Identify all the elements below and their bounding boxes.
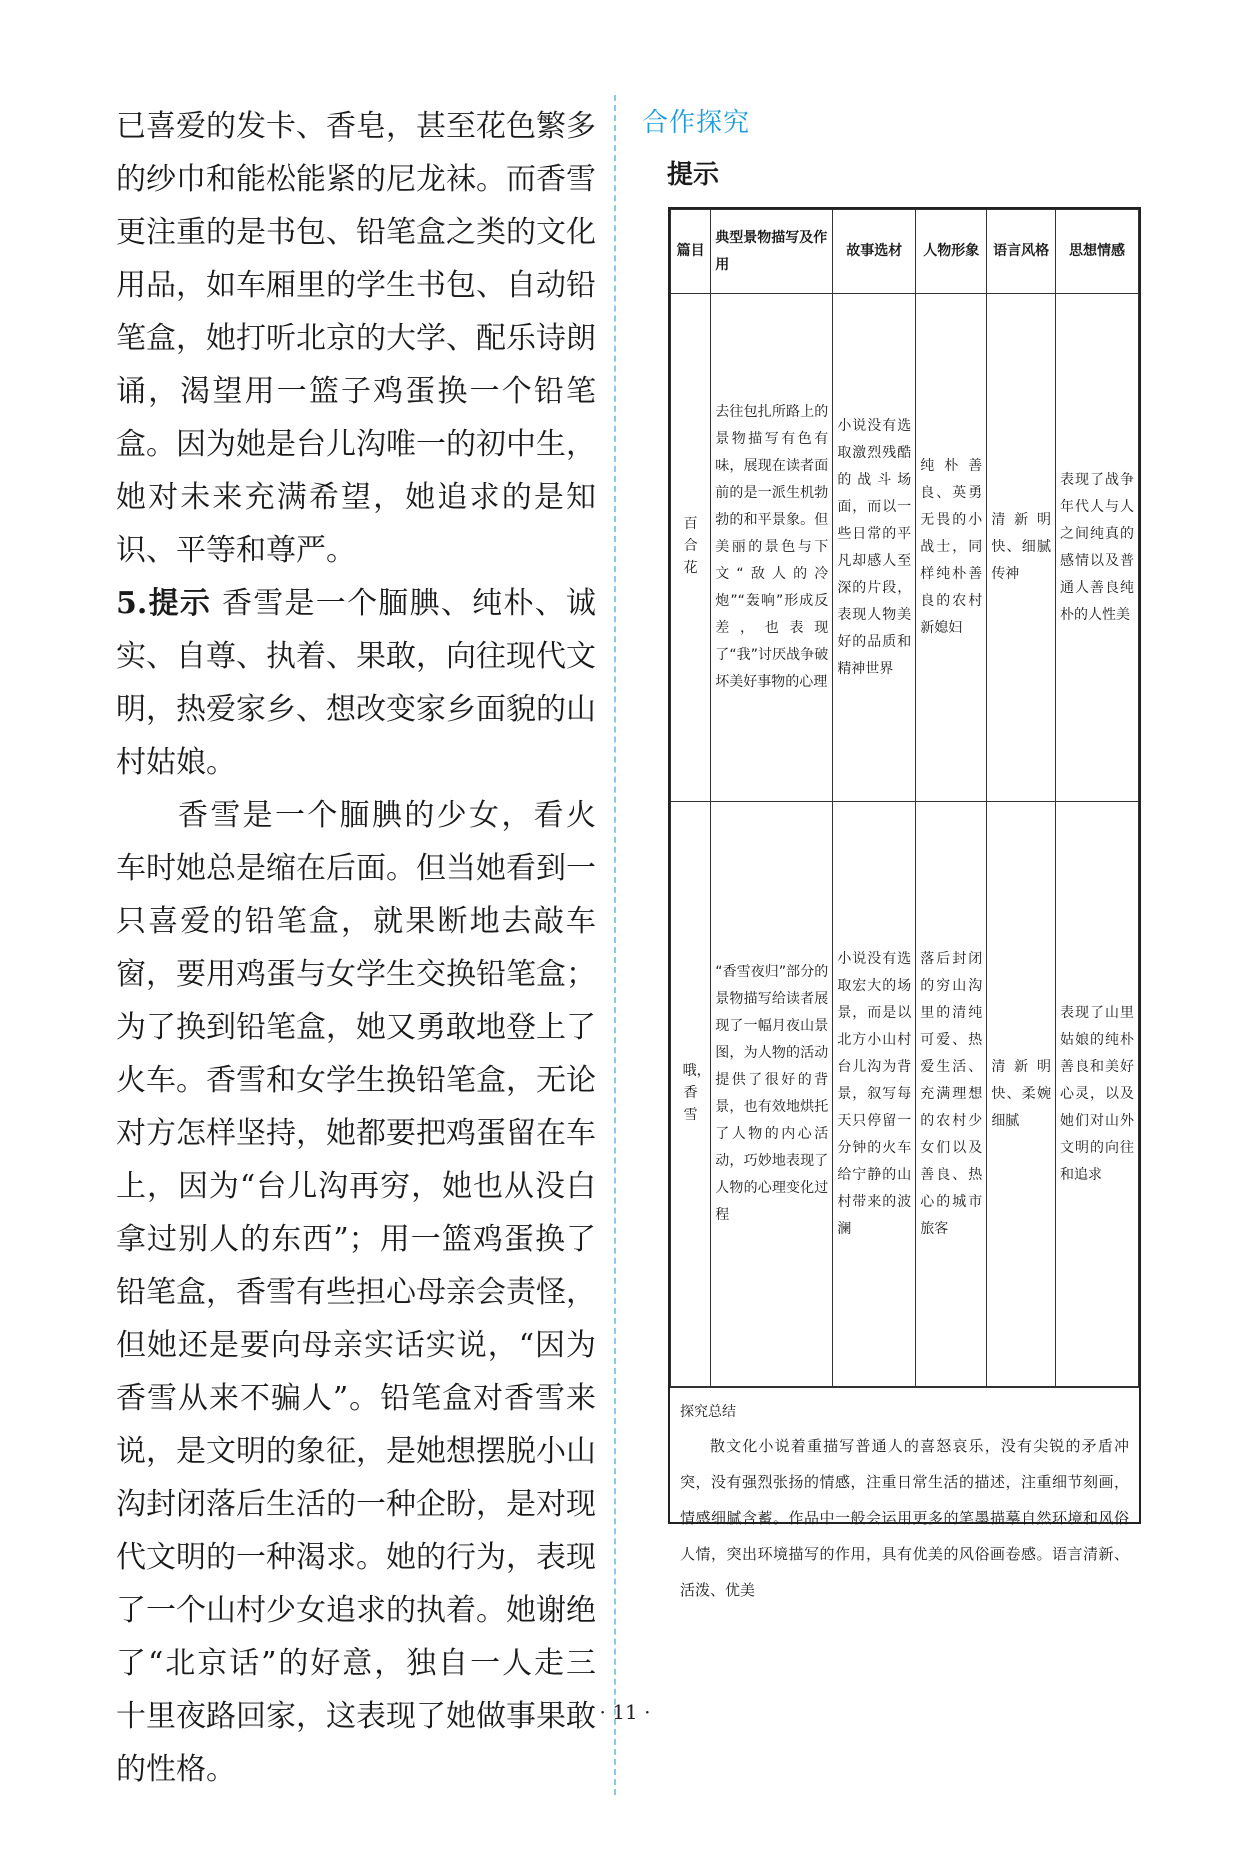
character-cell: 落后封闭的穷山沟里的清纯可爱、热爱生活、充满理想的农村少女们以及善良、热心的城市旅客 <box>916 802 987 1387</box>
material-cell: 小说没有选取宏大的场景，而是以北方小山村台儿沟为背景，叙写每天只停留一分钟的火车给宁静的山村带来的波澜 <box>833 802 916 1387</box>
emotion-cell: 表现了战争年代人与人之间纯真的感情以及普通人善良纯朴的人性美 <box>1056 294 1139 802</box>
table-row <box>671 802 1139 1387</box>
paragraph-3: 香雪是一个腼腆的少女，看火车时她总是缩在后面。但当她看到一只喜爱的铅笔盒，就果断地去敲车窗，要用鸡蛋与女学生交换铅笔盒；为了换到铅笔盒，她又勇敢地登上了火车。香雪和女学生换铅笔盒，无论对方怎样坚持，她都要把鸡蛋留在车上，因为“台儿沟再穷，她也从没白拿过别人的东西”；用一篮鸡蛋换了铅笔盒，香雪有些担心母亲会责怪，但她还是要向母亲实话实说，“因为香雪从来不骗人”。铅笔盒对香雪来说，是文明的象征，是她想摆脱小山沟封闭落后生活的一种企盼，是对现代文明的一种渴求。她的行为，表现了一个山村少女追求的执着。她谢绝了“北京话”的好意，独自一人走三十里夜路回家，这表现了她做事果敢的性格。 <box>116 798 596 1787</box>
summary-body: 散文化小说着重描写普通人的喜怒哀乐，没有尖锐的矛盾冲突，没有强烈张扬的情感，注重日常生活的描述，注重细节刻画，情感细腻含蓄。作品中一般会运用更多的笔墨描摹自然环境和风俗人情，突出环境描写的作用，具有优美的风俗画卷感。语言清新、活泼、优美 <box>680 1437 1129 1599</box>
row-title-cell <box>671 802 711 1387</box>
hint-label: 5.提示 <box>116 586 212 621</box>
material-cell: 小说没有选取激烈残酷的战斗场面，而以一些日常的平凡却感人至深的片段，表现人物美好的品质和精神世界 <box>833 294 916 802</box>
column-divider <box>614 95 616 1795</box>
row-title-cell <box>671 294 711 802</box>
page-number: · 11 · <box>599 1700 651 1724</box>
header-scenery: 典型景物描写及作用 <box>711 210 833 294</box>
hint-title: 提示 <box>667 160 720 190</box>
summary-box <box>670 1387 1139 1608</box>
scenery-cell: “香雪夜归”部分的景物描写给读者展现了一幅月夜山景图，为人物的活动提供了很好的背景，也有效地烘托了人物的内心活动，巧妙地表现了人物的心理变化过程 <box>711 802 833 1387</box>
comparison-table <box>668 207 1141 1599</box>
header-title: 篇目 <box>671 210 711 294</box>
comparison-grid <box>670 209 1139 1387</box>
table-header-row <box>671 210 1139 294</box>
header-emotion: 思想情感 <box>1056 210 1139 294</box>
row-title: 百合花 <box>683 516 698 576</box>
header-character: 人物形象 <box>916 210 987 294</box>
row-title: 哦，香雪 <box>682 1062 711 1123</box>
character-cell: 纯朴善良、英勇无畏的小战士，同样纯朴善良的农村新媳妇 <box>916 294 987 802</box>
paragraph-1: 已喜爱的发卡、香皂，甚至花色繁多的纱巾和能松能紧的尼龙袜。而香雪更注重的是书包、铅笔盒之类的文化用品，如车厢里的学生书包、自动铅笔盒，她打听北京的大学、配乐诗朗诵，渴望用一篮子鸡蛋换一个铅笔盒。因为她是台儿沟唯一的初中生，她对未来充满希望，她追求的是知识、平等和尊严。 <box>116 109 596 568</box>
paragraph-2-text: 香雪是一个腼腆、纯朴、诚实、自尊、执着、果敢，向往现代文明，热爱家乡、想改变家乡面貌的山村姑娘。 <box>116 586 596 780</box>
header-material: 故事选材 <box>833 210 916 294</box>
table-row <box>671 294 1139 802</box>
summary-title: 探究总结 <box>680 1404 736 1420</box>
header-style: 语言风格 <box>987 210 1056 294</box>
paragraph-2 <box>116 577 596 789</box>
style-cell: 清新明快、柔婉细腻 <box>987 802 1056 1387</box>
scenery-cell: 去往包扎所路上的景物描写有色有味，展现在读者面前的是一派生机勃勃的和平景象。但美丽的景色与下文“敌人的冷炮”“轰响”形成反差，也表现了“我”讨厌战争破坏美好事物的心理 <box>711 294 833 802</box>
left-column <box>116 100 596 1796</box>
style-cell: 清新明快、细腻传神 <box>987 294 1056 802</box>
emotion-cell: 表现了山里姑娘的纯朴善良和美好心灵，以及她们对山外文明的向往和追求 <box>1056 802 1139 1387</box>
section-title: 合作探究 <box>642 108 751 138</box>
